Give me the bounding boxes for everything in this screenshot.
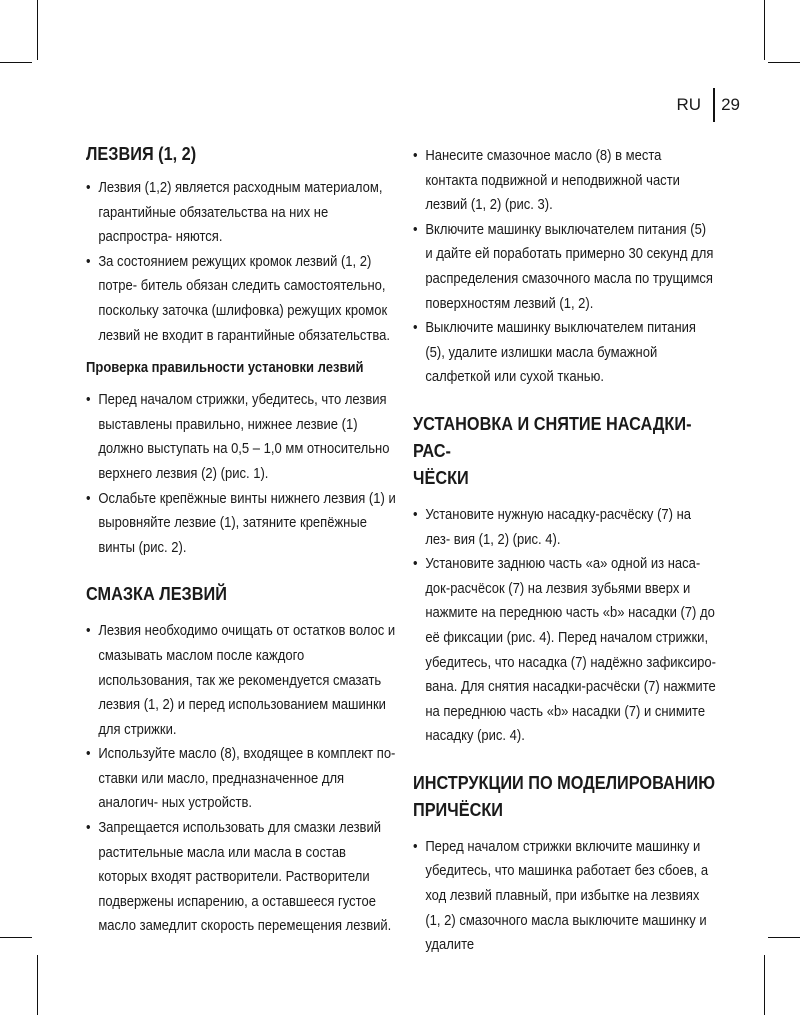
styling-list bbox=[413, 835, 717, 958]
attachment-list bbox=[413, 503, 717, 749]
language-code: RU bbox=[676, 95, 702, 114]
list-item: • Лезвия необходимо очищать от остатков волос и смазывать маслом после каждого использования, так же рекомендуется смазать лезвия (1, 2) и перед использованием машинки для стрижки. bbox=[86, 619, 397, 742]
blade-check-list bbox=[86, 388, 397, 560]
section-title-styling: ИНСТРУКЦИИ ПО МОДЕЛИРОВАНИЮ ПРИЧЁСКИ bbox=[413, 771, 716, 820]
list-item: • Используйте масло (8), входящее в комплект по- ставки или масло, предназначенное для аналогич- ных устройств. bbox=[86, 742, 397, 816]
blades-list bbox=[86, 176, 397, 348]
crop-mark-bottom-left-h bbox=[0, 937, 32, 938]
crop-mark-bottom-right bbox=[764, 955, 765, 1015]
list-item: • Выключите машинку выключателем питания (5), удалите излишки масла бумажной салфеткой или сухой тканью. bbox=[413, 316, 717, 390]
list-item: • За состоянием режущих кромок лезвий (1, 2) потре- битель обязан следить самостоятельно, поскольку заточка (шлифовка) режущих кромок лезвий не входит в гарантийные обязательства. bbox=[86, 250, 397, 348]
crop-mark-bottom-right-h bbox=[768, 937, 800, 938]
left-column bbox=[86, 140, 397, 939]
section-title-attachment: УСТАНОВКА И СНЯТИЕ НАСАДКИ-РАС- ЧЁСКИ bbox=[413, 412, 692, 488]
list-item: • Перед началом стрижки включите машинку и убедитесь, что машинка работает без сбоев, а ход лезвий плавный, при избытке на лезвиях (1, 2) смазочного масла выключите машинку и удалите bbox=[413, 835, 717, 958]
list-item: • Установите заднюю часть «а» одной из наса- док-расчёсок (7) на лезвия зубьями вверх и нажмите на переднюю часть «b» насадки (7) до её фиксации (рис. 4). Перед началом стрижки, убедитесь, что насадка (7) надёжно зафиксиро- вана. Для снятия насадки-расчёски (7) нажмите на переднюю часть «b» насадки (7) и снимите насадку (рис. 4). bbox=[413, 552, 717, 749]
list-item: • Нанесите смазочное масло (8) в места контакта подвижной и неподвижной части лезвий (1, 2) (рис. 3). bbox=[413, 144, 717, 218]
list-item: • Перед началом стрижки, убедитесь, что лезвия выставлены правильно, нижнее лезвие (1) должно выступать на 0,5 – 1,0 мм относительно верхнего лезвия (2) (рис. 1). bbox=[86, 388, 397, 486]
right-column bbox=[413, 144, 717, 958]
crop-mark-bottom-left bbox=[37, 955, 38, 1015]
list-item: • Лезвия (1,2) является расходным материалом, гарантийные обязательства на них не распростра- няются. bbox=[86, 176, 397, 250]
header-divider bbox=[713, 88, 715, 122]
page-header bbox=[677, 88, 740, 122]
crop-mark-top-left-h bbox=[0, 62, 32, 63]
section-title-lubrication: СМАЗКА ЛЕЗВИЙ bbox=[86, 583, 227, 605]
list-item: • Включите машинку выключателем питания (5) и дайте ей поработать примерно 30 секунд для распределения смазочного масла по трущимся поверхностям лезвий (1, 2). bbox=[413, 218, 717, 316]
crop-mark-top-right-h bbox=[768, 62, 800, 63]
list-item: • Установите нужную насадку-расчёску (7) на лез- вия (1, 2) (рис. 4). bbox=[413, 503, 717, 552]
section-title-blades: ЛЕЗВИЯ (1, 2) bbox=[86, 143, 197, 164]
list-item: • Запрещается использовать для смазки лезвий растительные масла или масла в состав которых входят растворители. Растворители подвержены испарению, а оставшееся густое масло замедлит скорость перемещения лезвий. bbox=[86, 816, 397, 939]
lubrication-list bbox=[86, 619, 397, 939]
subsection-title-blade-check: Проверка правильности установки лезвий bbox=[86, 360, 364, 377]
page-number: 29 bbox=[721, 95, 740, 114]
crop-mark-top-right bbox=[764, 0, 765, 60]
lubrication-steps-list bbox=[413, 144, 717, 390]
crop-mark-top-left bbox=[37, 0, 38, 60]
list-item: • Ослабьте крепёжные винты нижнего лезвия (1) и выровняйте лезвие (1), затяните крепёжные винты (рис. 2). bbox=[86, 487, 397, 561]
